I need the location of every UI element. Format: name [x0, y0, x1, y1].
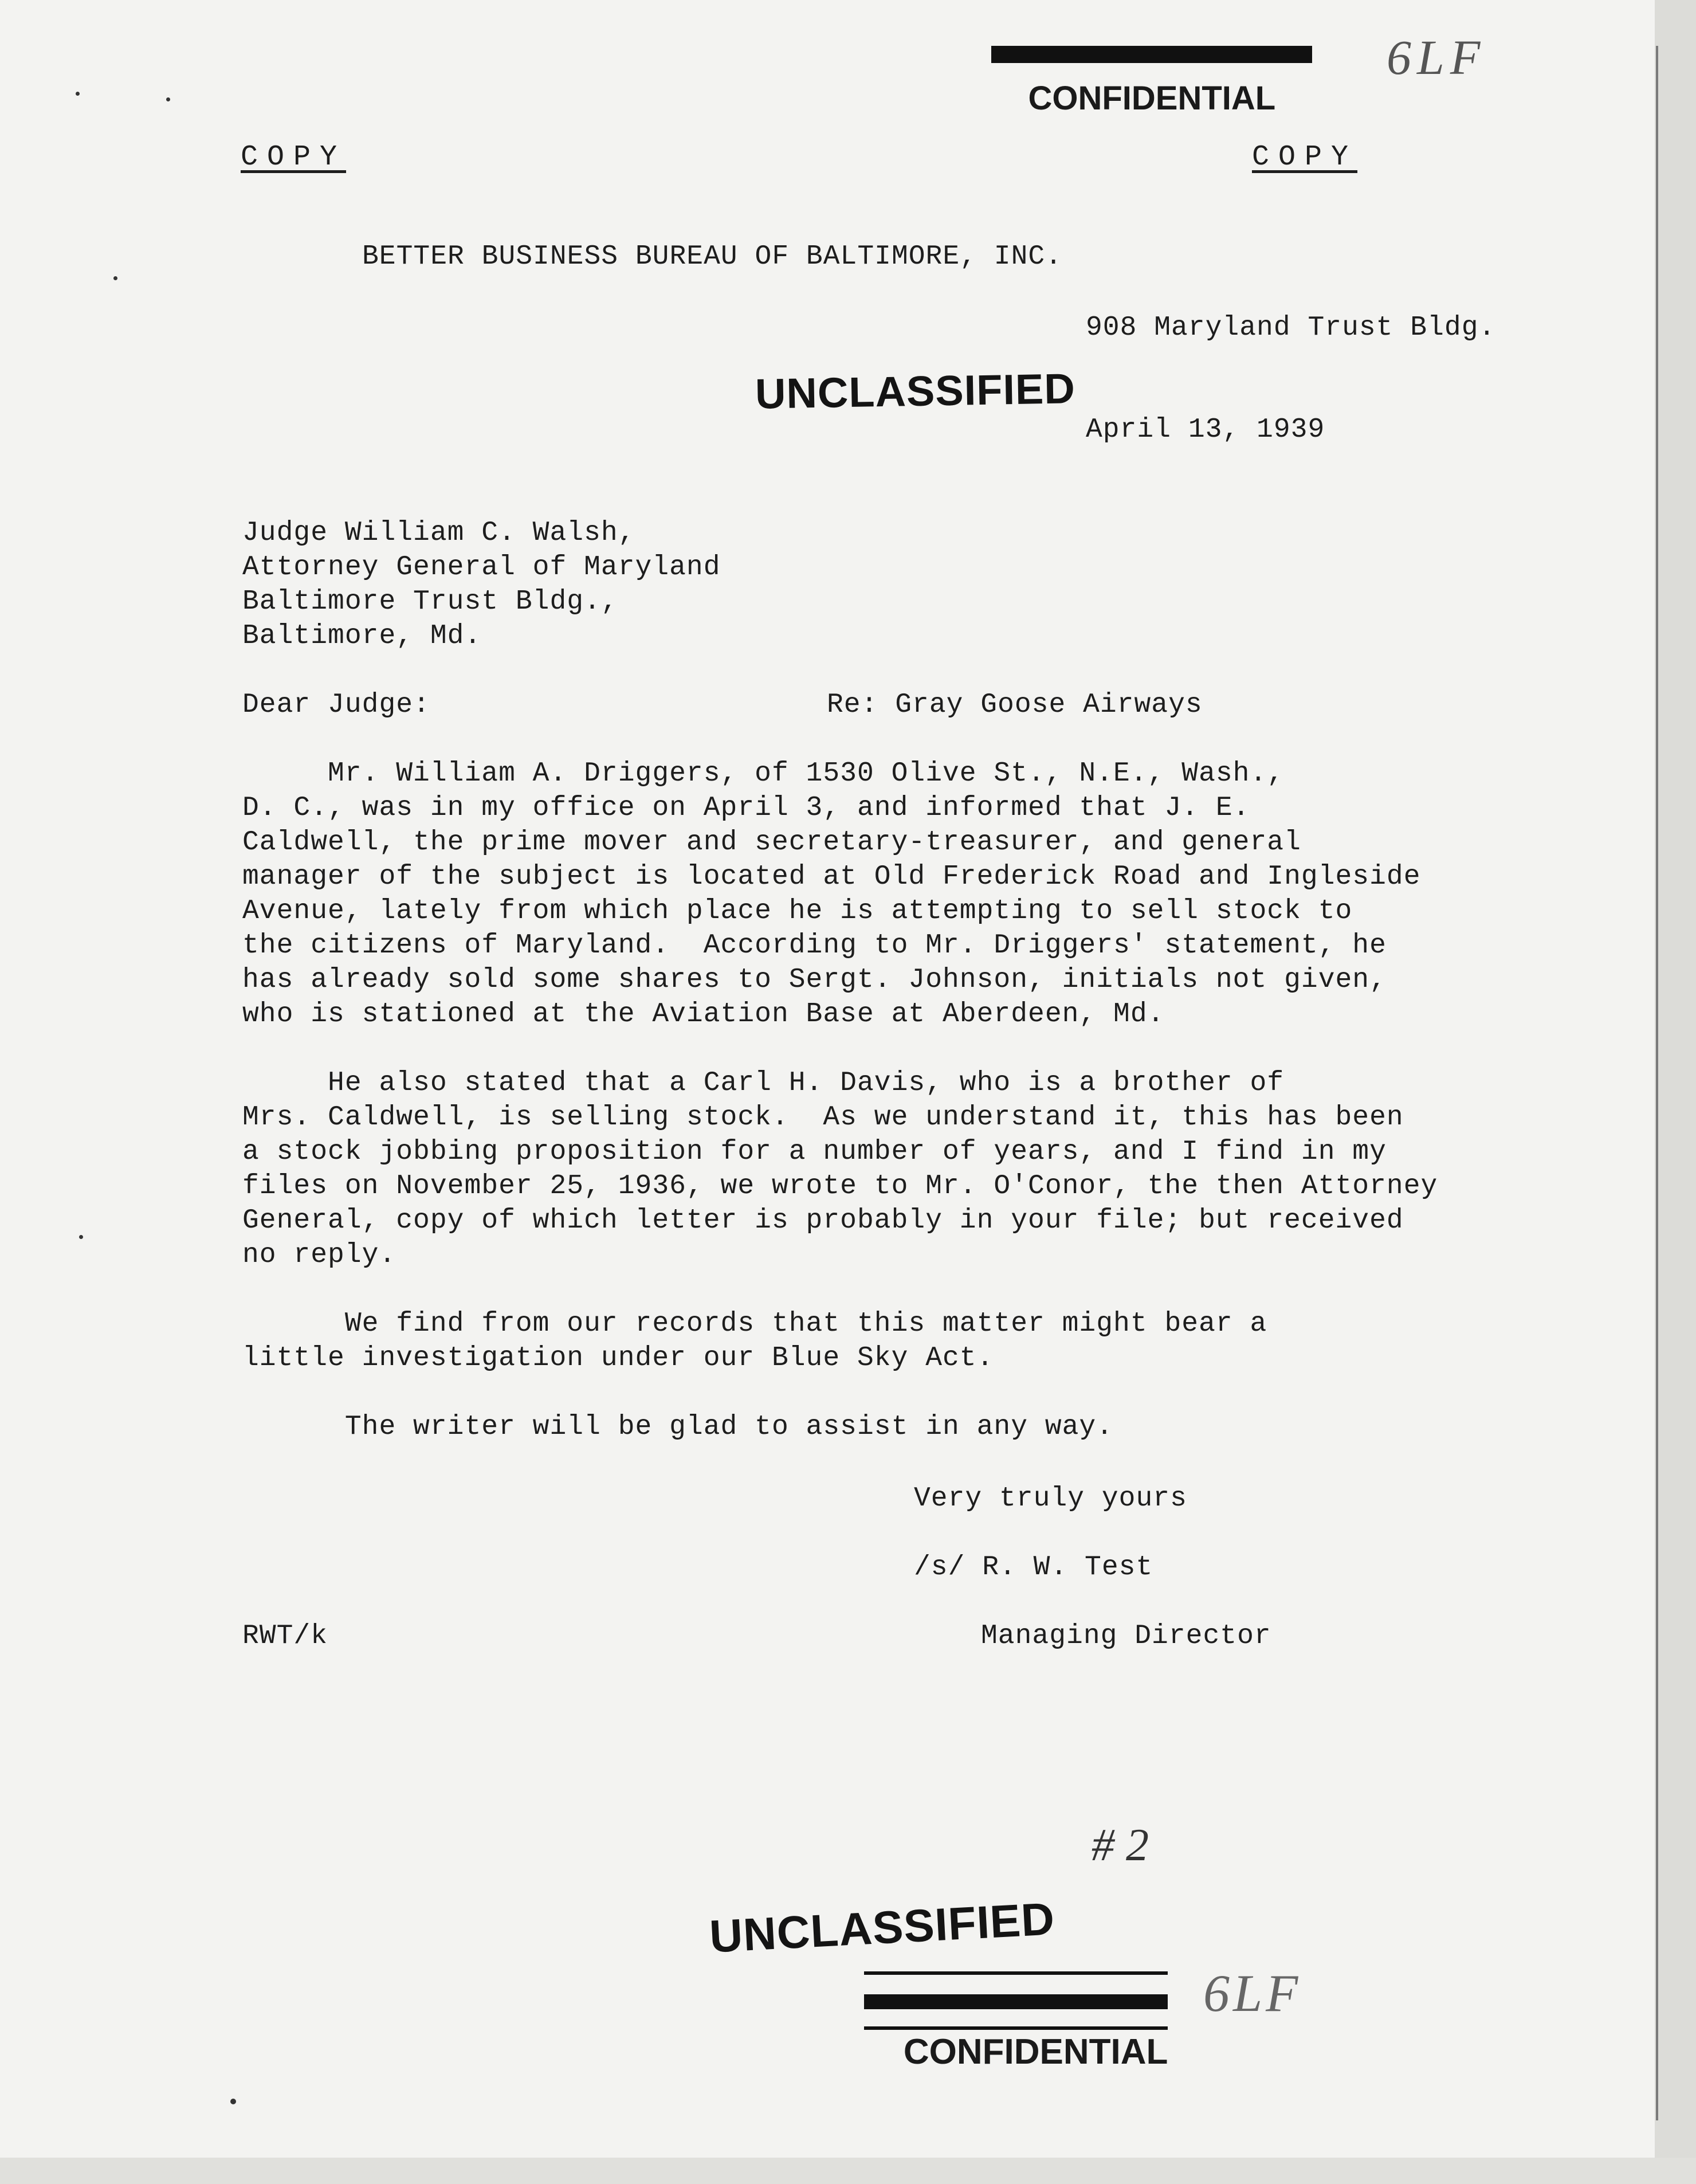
scan-speck — [230, 2099, 236, 2104]
p2-line: Mrs. Caldwell, is selling stock. As we understand it, this has been — [242, 1102, 1404, 1133]
recipient-line-4: Baltimore, Md. — [242, 621, 482, 652]
bottom-handwritten-mark: 6LF — [1203, 1964, 1302, 2022]
top-confidential-stamp — [991, 30, 1312, 117]
top-confidential-stamp-text: CONFIDENTIAL — [1028, 80, 1276, 117]
p1-line: manager of the subject is located at Old Frederick Road and Ingleside — [242, 861, 1421, 892]
p3-line: little investigation under our Blue Sky Act. — [242, 1343, 994, 1374]
page-edge-right — [1655, 0, 1696, 2184]
p1-line: Avenue, lately from which place he is attempting to sell stock to — [242, 896, 1353, 927]
top-handwritten-mark: 6LF — [1387, 30, 1486, 85]
bottom-confidential-stamp — [864, 1971, 1168, 2072]
bottom-confidential-stamp-text: CONFIDENTIAL — [903, 2032, 1168, 2072]
classification-stamp-top: UNCLASSIFIED — [755, 364, 1076, 418]
sender-initials: RWT/k — [242, 1621, 328, 1652]
organization-name: BETTER BUSINESS BUREAU OF BALTIMORE, INC. — [362, 241, 1062, 272]
classification-stamp-bottom: UNCLASSIFIED — [708, 1893, 1057, 1962]
page-edge-line — [1656, 46, 1658, 2120]
p1-line: has already sold some shares to Sergt. Johnson, initials not given, — [242, 964, 1387, 995]
scan-speck — [79, 1235, 83, 1239]
organization-address: 908 Maryland Trust Bldg. — [1086, 312, 1496, 343]
p2-line: He also stated that a Carl H. Davis, who is a brother of — [242, 1068, 1285, 1099]
p1-line: the citizens of Maryland. According to Mr. Driggers' statement, he — [242, 930, 1387, 961]
p1-line: Mr. William A. Driggers, of 1530 Olive St., N.E., Wash., — [242, 758, 1285, 789]
p3-line: We find from our records that this matter might bear a — [242, 1308, 1267, 1339]
p2-line: General, copy of which letter is probably in your file; but received — [242, 1205, 1404, 1236]
letter-date: April 13, 1939 — [1086, 414, 1325, 445]
p4-line: The writer will be glad to assist in any way. — [242, 1411, 1114, 1442]
recipient-line-3: Baltimore Trust Bldg., — [242, 586, 618, 617]
valediction: Very truly yours — [914, 1483, 1187, 1514]
handwritten-page-mark: # 2 — [1092, 1820, 1149, 1871]
page-edge-bottom — [0, 2158, 1696, 2184]
subject-line: Re: Gray Goose Airways — [827, 689, 1203, 720]
p1-line: who is stationed at the Aviation Base at Aberdeen, Md. — [242, 999, 1165, 1030]
scan-speck — [166, 97, 170, 101]
recipient-line-1: Judge William C. Walsh, — [242, 517, 635, 548]
copy-label-right: COPY — [1252, 141, 1358, 174]
p1-line: Caldwell, the prime mover and secretary-treasurer, and general — [242, 827, 1301, 858]
p2-line: a stock jobbing proposition for a number of years, and I find in my — [242, 1136, 1387, 1167]
scan-speck — [113, 276, 117, 280]
p2-line: files on November 25, 1936, we wrote to Mr. O'Conor, the then Attorney — [242, 1171, 1438, 1202]
copy-label-left: COPY — [241, 141, 347, 174]
signer-title: Managing Director — [981, 1621, 1271, 1652]
recipient-line-2: Attorney General of Maryland — [242, 552, 721, 583]
p1-line: D. C., was in my office on April 3, and informed that J. E. — [242, 793, 1250, 824]
p2-line: no reply. — [242, 1240, 396, 1271]
scan-speck — [76, 92, 80, 96]
salutation: Dear Judge: — [242, 689, 430, 720]
signature: /s/ R. W. Test — [914, 1552, 1153, 1583]
